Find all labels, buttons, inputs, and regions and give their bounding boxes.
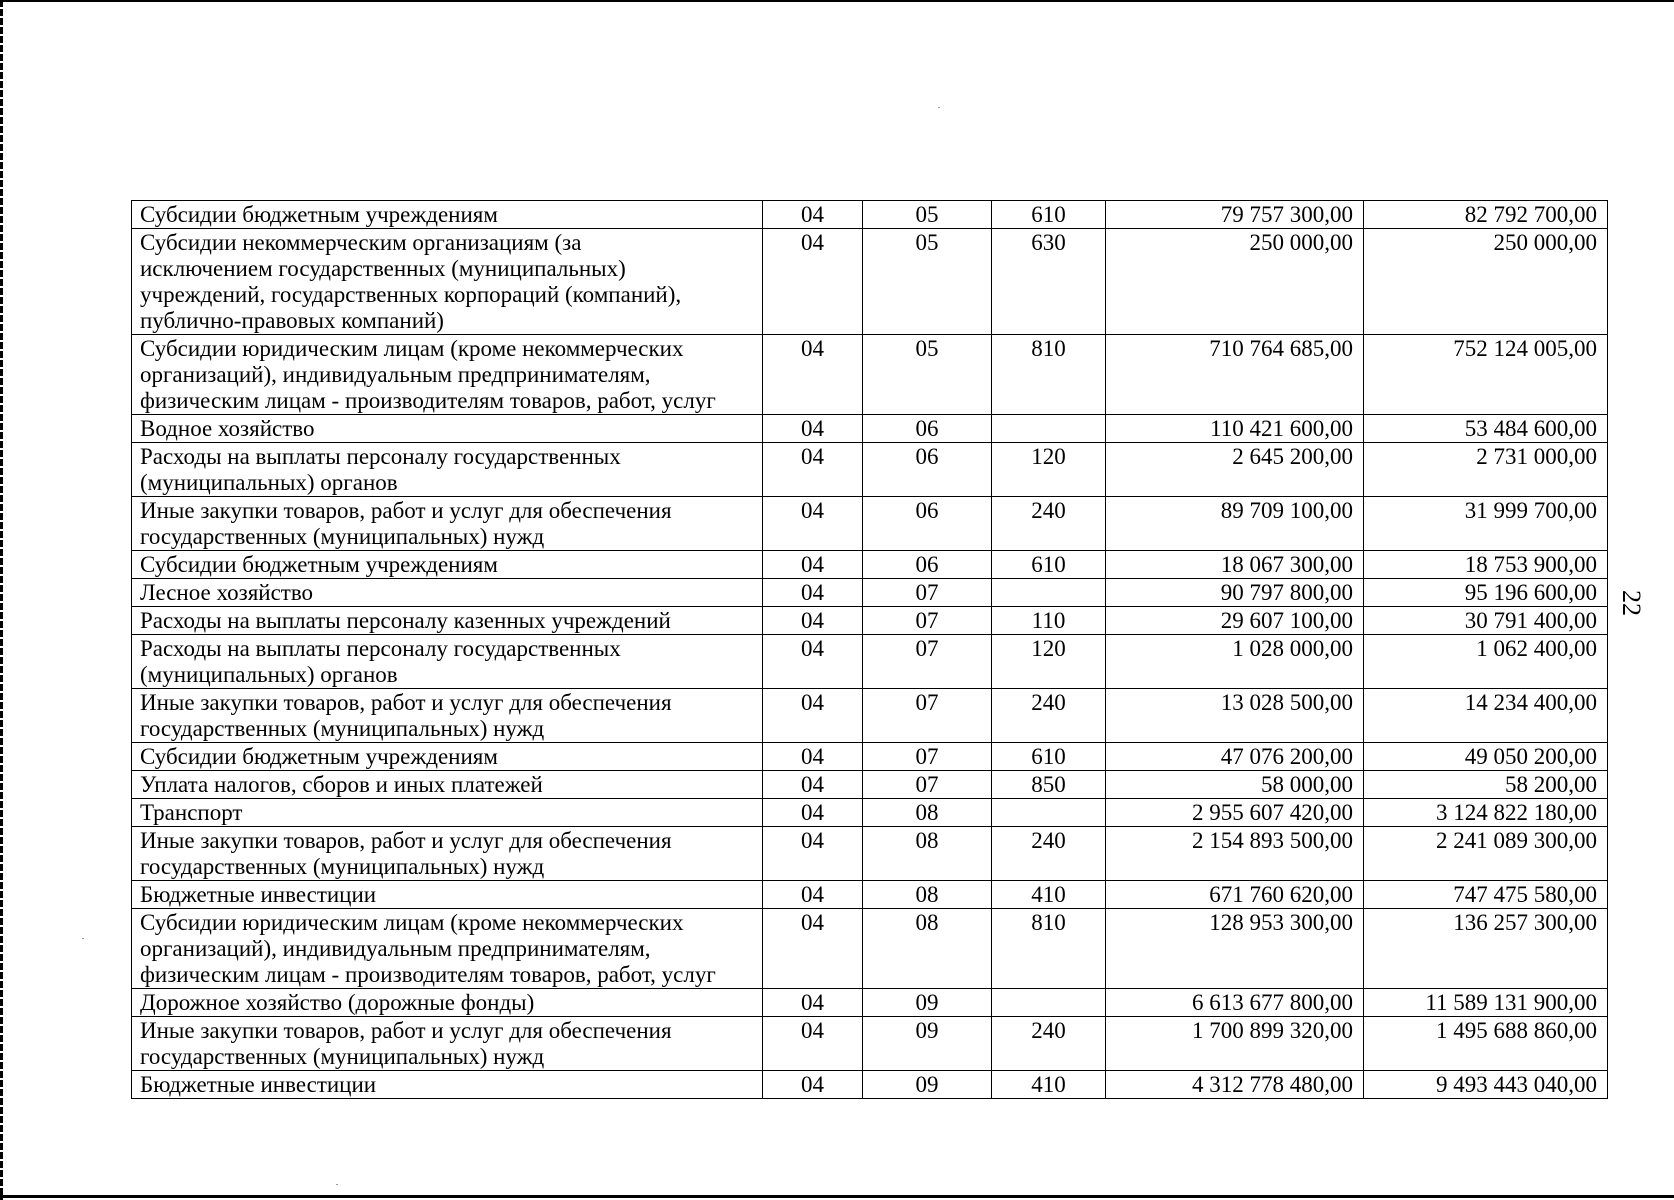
subsection-code-cell: 05 xyxy=(863,335,992,415)
amount-year2-cell: 58 200,00 xyxy=(1364,771,1608,799)
amount-year1-cell: 58 000,00 xyxy=(1106,771,1364,799)
amount-year2-cell: 31 999 700,00 xyxy=(1364,497,1608,551)
subsection-code-cell: 07 xyxy=(863,743,992,771)
amount-year1-cell: 2 955 607 420,00 xyxy=(1106,799,1364,827)
subsection-code-cell: 09 xyxy=(863,989,992,1017)
amount-year2-cell: 95 196 600,00 xyxy=(1364,579,1608,607)
table-row xyxy=(132,1017,1608,1071)
expense-name-cell: Субсидии юридическим лицам (кроме некоммерческих организаций), индивидуальным предпринимателям, физическим лицам - производителям товаров, работ, услуг xyxy=(132,909,763,989)
amount-year2-cell: 136 257 300,00 xyxy=(1364,909,1608,989)
expense-type-code-cell: 240 xyxy=(992,1017,1106,1071)
subsection-code-cell: 07 xyxy=(863,771,992,799)
amount-year1-cell: 29 607 100,00 xyxy=(1106,607,1364,635)
expense-name-cell: Субсидии бюджетным учреждениям xyxy=(132,551,763,579)
expense-name-cell: Водное хозяйство xyxy=(132,415,763,443)
scan-speck xyxy=(938,107,940,108)
amount-year1-cell: 110 421 600,00 xyxy=(1106,415,1364,443)
expense-name-cell: Субсидии бюджетным учреждениям xyxy=(132,743,763,771)
scan-frame-bottom-edge xyxy=(0,1195,1674,1198)
expense-type-code-cell xyxy=(992,989,1106,1017)
amount-year1-cell: 4 312 778 480,00 xyxy=(1106,1071,1364,1099)
section-code-cell: 04 xyxy=(763,909,863,989)
scan-frame-left-edge xyxy=(0,0,3,1200)
expense-type-code-cell: 410 xyxy=(992,881,1106,909)
amount-year2-cell: 2 241 089 300,00 xyxy=(1364,827,1608,881)
section-code-cell: 04 xyxy=(763,497,863,551)
amount-year1-cell: 6 613 677 800,00 xyxy=(1106,989,1364,1017)
amount-year2-cell: 53 484 600,00 xyxy=(1364,415,1608,443)
expense-type-code-cell: 810 xyxy=(992,335,1106,415)
expense-type-code-cell: 610 xyxy=(992,201,1106,229)
section-code-cell: 04 xyxy=(763,551,863,579)
amount-year1-cell: 18 067 300,00 xyxy=(1106,551,1364,579)
table-row xyxy=(132,881,1608,909)
table-row xyxy=(132,771,1608,799)
table-row xyxy=(132,229,1608,335)
expense-type-code-cell: 110 xyxy=(992,607,1106,635)
section-code-cell: 04 xyxy=(763,201,863,229)
subsection-code-cell: 07 xyxy=(863,689,992,743)
expense-name-cell: Дорожное хозяйство (дорожные фонды) xyxy=(132,989,763,1017)
expense-type-code-cell: 610 xyxy=(992,551,1106,579)
subsection-code-cell: 08 xyxy=(863,909,992,989)
expense-type-code-cell: 610 xyxy=(992,743,1106,771)
table-row xyxy=(132,415,1608,443)
scan-frame-top-edge xyxy=(0,0,1674,2)
table-row xyxy=(132,1071,1608,1099)
scan-speck xyxy=(82,938,84,939)
amount-year2-cell: 14 234 400,00 xyxy=(1364,689,1608,743)
subsection-code-cell: 06 xyxy=(863,551,992,579)
table-row xyxy=(132,201,1608,229)
expense-name-cell: Транспорт xyxy=(132,799,763,827)
table-row xyxy=(132,989,1608,1017)
expense-name-cell: Расходы на выплаты персоналу государственных (муниципальных) органов xyxy=(132,443,763,497)
table-row xyxy=(132,635,1608,689)
amount-year1-cell: 13 028 500,00 xyxy=(1106,689,1364,743)
table-row xyxy=(132,827,1608,881)
amount-year2-cell: 82 792 700,00 xyxy=(1364,201,1608,229)
amount-year1-cell: 671 760 620,00 xyxy=(1106,881,1364,909)
subsection-code-cell: 06 xyxy=(863,443,992,497)
section-code-cell: 04 xyxy=(763,1071,863,1099)
budget-allocation-table xyxy=(131,200,1608,1099)
expense-type-code-cell: 120 xyxy=(992,635,1106,689)
table-row xyxy=(132,497,1608,551)
amount-year1-cell: 47 076 200,00 xyxy=(1106,743,1364,771)
section-code-cell: 04 xyxy=(763,989,863,1017)
table-row xyxy=(132,443,1608,497)
amount-year1-cell: 250 000,00 xyxy=(1106,229,1364,335)
expense-type-code-cell xyxy=(992,415,1106,443)
section-code-cell: 04 xyxy=(763,335,863,415)
expense-name-cell: Иные закупки товаров, работ и услуг для обеспечения государственных (муниципальных) нужд xyxy=(132,689,763,743)
amount-year1-cell: 1 028 000,00 xyxy=(1106,635,1364,689)
amount-year1-cell: 2 645 200,00 xyxy=(1106,443,1364,497)
expense-name-cell: Бюджетные инвестиции xyxy=(132,881,763,909)
amount-year2-cell: 18 753 900,00 xyxy=(1364,551,1608,579)
expense-name-cell: Бюджетные инвестиции xyxy=(132,1071,763,1099)
expense-name-cell: Иные закупки товаров, работ и услуг для обеспечения государственных (муниципальных) нужд xyxy=(132,497,763,551)
section-code-cell: 04 xyxy=(763,799,863,827)
subsection-code-cell: 09 xyxy=(863,1017,992,1071)
section-code-cell: 04 xyxy=(763,743,863,771)
subsection-code-cell: 06 xyxy=(863,415,992,443)
table-row xyxy=(132,579,1608,607)
expense-type-code-cell xyxy=(992,579,1106,607)
subsection-code-cell: 09 xyxy=(863,1071,992,1099)
table-row xyxy=(132,335,1608,415)
table-row xyxy=(132,909,1608,989)
expense-name-cell: Иные закупки товаров, работ и услуг для обеспечения государственных (муниципальных) нужд xyxy=(132,827,763,881)
amount-year1-cell: 89 709 100,00 xyxy=(1106,497,1364,551)
subsection-code-cell: 07 xyxy=(863,579,992,607)
amount-year1-cell: 1 700 899 320,00 xyxy=(1106,1017,1364,1071)
section-code-cell: 04 xyxy=(763,607,863,635)
amount-year1-cell: 2 154 893 500,00 xyxy=(1106,827,1364,881)
section-code-cell: 04 xyxy=(763,635,863,689)
expense-type-code-cell: 240 xyxy=(992,689,1106,743)
table-row xyxy=(132,689,1608,743)
expense-type-code-cell: 240 xyxy=(992,497,1106,551)
subsection-code-cell: 07 xyxy=(863,607,992,635)
expense-name-cell: Субсидии юридическим лицам (кроме некоммерческих организаций), индивидуальным предпринимателям, физическим лицам - производителям товаров, работ, услуг xyxy=(132,335,763,415)
table-row xyxy=(132,743,1608,771)
table-row xyxy=(132,607,1608,635)
subsection-code-cell: 08 xyxy=(863,799,992,827)
table-row xyxy=(132,551,1608,579)
expense-type-code-cell xyxy=(992,799,1106,827)
expense-type-code-cell: 630 xyxy=(992,229,1106,335)
amount-year2-cell: 747 475 580,00 xyxy=(1364,881,1608,909)
page-number: 22 xyxy=(1617,590,1646,616)
amount-year1-cell: 128 953 300,00 xyxy=(1106,909,1364,989)
table-row xyxy=(132,799,1608,827)
section-code-cell: 04 xyxy=(763,579,863,607)
subsection-code-cell: 08 xyxy=(863,827,992,881)
amount-year2-cell: 752 124 005,00 xyxy=(1364,335,1608,415)
section-code-cell: 04 xyxy=(763,827,863,881)
amount-year2-cell: 1 495 688 860,00 xyxy=(1364,1017,1608,1071)
amount-year1-cell: 79 757 300,00 xyxy=(1106,201,1364,229)
subsection-code-cell: 05 xyxy=(863,201,992,229)
amount-year2-cell: 250 000,00 xyxy=(1364,229,1608,335)
expense-type-code-cell: 410 xyxy=(992,1071,1106,1099)
section-code-cell: 04 xyxy=(763,229,863,335)
expense-name-cell: Расходы на выплаты персоналу казенных учреждений xyxy=(132,607,763,635)
amount-year2-cell: 9 493 443 040,00 xyxy=(1364,1071,1608,1099)
section-code-cell: 04 xyxy=(763,771,863,799)
expense-name-cell: Субсидии бюджетным учреждениям xyxy=(132,201,763,229)
amount-year1-cell: 90 797 800,00 xyxy=(1106,579,1364,607)
section-code-cell: 04 xyxy=(763,1017,863,1071)
amount-year2-cell: 3 124 822 180,00 xyxy=(1364,799,1608,827)
expense-type-code-cell: 850 xyxy=(992,771,1106,799)
expense-name-cell: Субсидии некоммерческим организациям (за исключением государственных (муниципальных) учреждений, государственных корпораций (компаний), публично-правовых компаний) xyxy=(132,229,763,335)
section-code-cell: 04 xyxy=(763,443,863,497)
scan-speck xyxy=(336,1184,338,1185)
amount-year2-cell: 1 062 400,00 xyxy=(1364,635,1608,689)
section-code-cell: 04 xyxy=(763,415,863,443)
expense-name-cell: Лесное хозяйство xyxy=(132,579,763,607)
expense-type-code-cell: 810 xyxy=(992,909,1106,989)
expense-name-cell: Расходы на выплаты персоналу государственных (муниципальных) органов xyxy=(132,635,763,689)
expense-name-cell: Иные закупки товаров, работ и услуг для обеспечения государственных (муниципальных) нужд xyxy=(132,1017,763,1071)
expense-name-cell: Уплата налогов, сборов и иных платежей xyxy=(132,771,763,799)
section-code-cell: 04 xyxy=(763,689,863,743)
expense-type-code-cell: 240 xyxy=(992,827,1106,881)
amount-year2-cell: 49 050 200,00 xyxy=(1364,743,1608,771)
amount-year2-cell: 11 589 131 900,00 xyxy=(1364,989,1608,1017)
subsection-code-cell: 08 xyxy=(863,881,992,909)
subsection-code-cell: 06 xyxy=(863,497,992,551)
subsection-code-cell: 05 xyxy=(863,229,992,335)
subsection-code-cell: 07 xyxy=(863,635,992,689)
section-code-cell: 04 xyxy=(763,881,863,909)
amount-year2-cell: 30 791 400,00 xyxy=(1364,607,1608,635)
amount-year1-cell: 710 764 685,00 xyxy=(1106,335,1364,415)
budget-table-body xyxy=(132,201,1608,1099)
amount-year2-cell: 2 731 000,00 xyxy=(1364,443,1608,497)
expense-type-code-cell: 120 xyxy=(992,443,1106,497)
